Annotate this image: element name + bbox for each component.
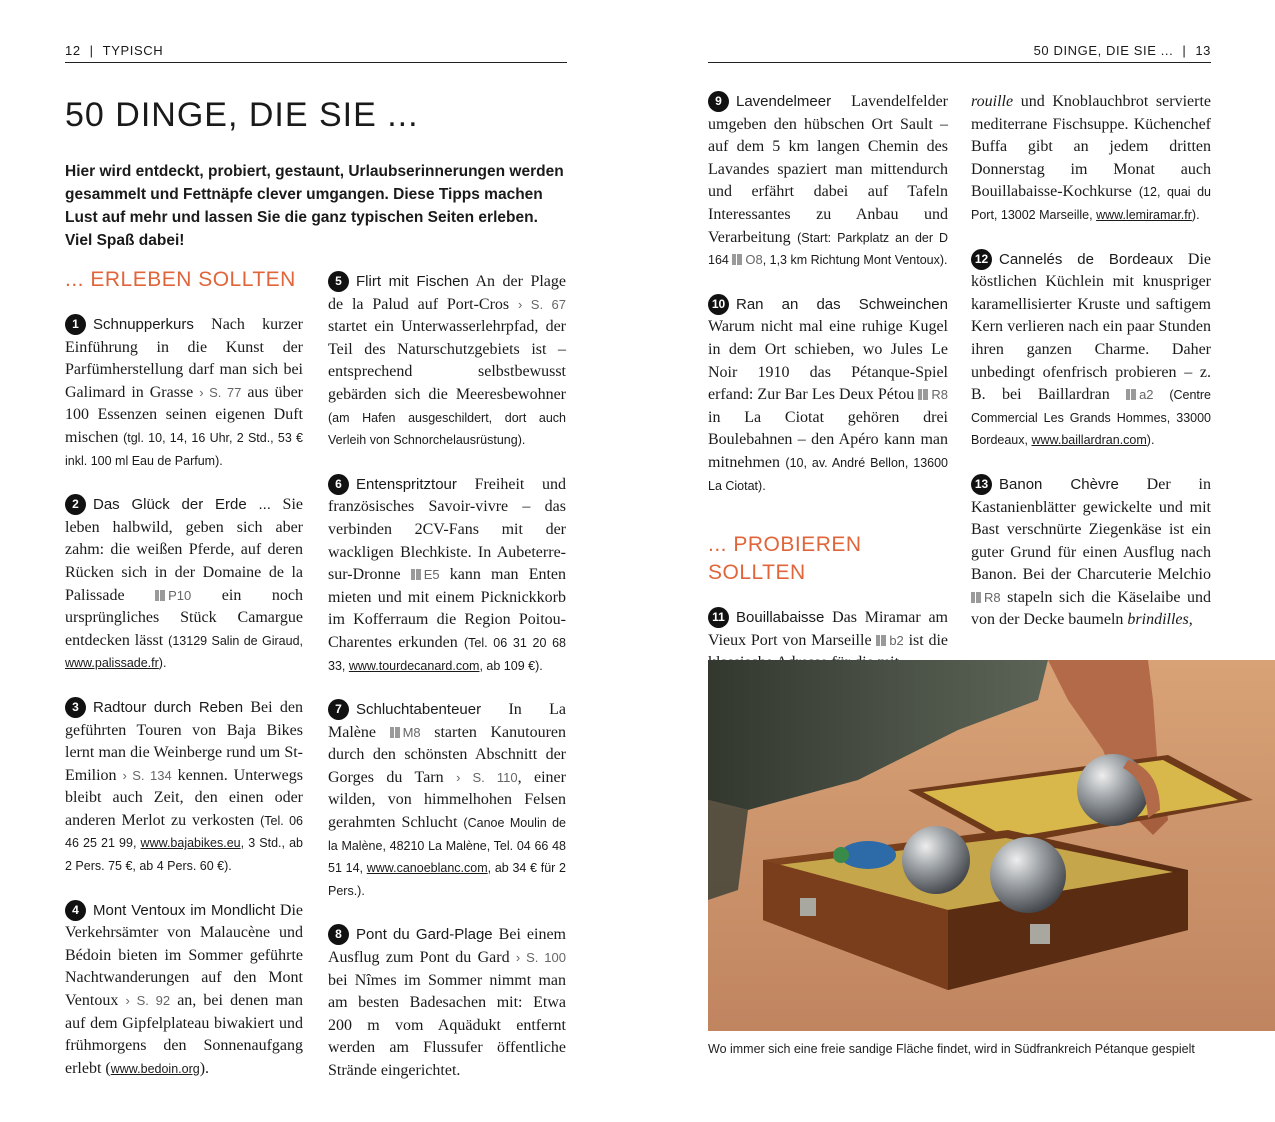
tip-entry-6	[328, 474, 566, 677]
tip-info: (10, av. André Bellon, 13600 La Ciotat).	[708, 455, 948, 493]
number-badge: 7	[328, 699, 349, 720]
map-icon	[1126, 389, 1136, 400]
tip-text: an, bei denen man auf dem Gipfelplateau biwakiert und frühmorgens den Sonnenaufgang erlebt (	[65, 992, 303, 1077]
tip-entry-5	[328, 271, 566, 452]
tip-text: starten Kanutouren durch den schönsten Abschnitt der Gorges du Tarn	[328, 723, 566, 786]
map-icon	[411, 569, 421, 580]
tip-entry-11-continued	[971, 91, 1211, 227]
chevron-right-icon: ›	[199, 384, 204, 400]
map-icon	[918, 389, 928, 400]
column-4	[971, 91, 1211, 654]
tip-text: kennen. Unterwegs bleibt auch Zeit, den einen oder anderen Merlot zu verkosten	[65, 766, 303, 829]
tip-text: kann man Enten mieten und mit einem Picknickkorb im Kofferraum die Region Poitou-Charentes erkunden	[328, 566, 567, 651]
chevron-right-icon: ›	[456, 769, 461, 785]
right-header-title: 50 DINGE, DIE SIE ...	[1033, 42, 1174, 58]
map-reference[interactable]	[1126, 387, 1153, 402]
website-link[interactable]: www.canoeblanc.com	[366, 861, 488, 876]
page-reference-label: S. 100	[526, 950, 566, 966]
map-reference-label: E5	[423, 567, 440, 583]
right-page-header	[708, 38, 1211, 63]
number-badge: 9	[708, 91, 729, 112]
tip-text: Freiheit und französisches Savoir-vivre – das verbinden 2CV-Fans mit der wackligen Blechkiste. In Aubeterre-sur-Dronne	[328, 475, 566, 584]
tip-title: Schluchtabenteuer	[356, 701, 482, 719]
tip-text-italic: rouille	[971, 93, 1014, 110]
number-badge: 11	[708, 607, 729, 628]
tip-text: ).	[199, 1059, 210, 1077]
left-page-header	[65, 38, 567, 63]
photo-caption: Wo immer sich eine freie sandige Fläche findet, wird in Südfrankreich Pétanque gespielt	[708, 1042, 1195, 1056]
tip-text-italic: brindilles	[1127, 611, 1189, 629]
tip-text: startet ein Unterwasserlehrpfad, der Teil des Naturschutzgebiets ist – entsprechend selbstbewusst gebärden sich die Meeresbewohner	[328, 318, 566, 403]
tip-text: Bei einem Ausflug zum Pont du Gard	[328, 926, 566, 967]
page-title: 50 DINGE, DIE SIE ...	[65, 96, 419, 134]
header-separator: |	[89, 42, 94, 58]
tip-text: Bei den geführten Touren von Baja Bikes lernt man die Weinberge rund um St-Emilion	[65, 698, 303, 784]
tip-title: Banon Chèvre	[999, 475, 1119, 493]
number-badge: 2	[65, 494, 86, 515]
tip-entry-7	[328, 699, 566, 902]
tip-entry-3	[65, 697, 303, 878]
number-badge: 13	[971, 474, 992, 495]
tip-title: Mont Ventoux im Mondlicht	[93, 901, 276, 919]
tip-text: Sie leben halbwild, geben sich aber zahm: die weißen Pferde, auf deren Rücken sich in der Domaine de la Palissade	[65, 496, 303, 604]
page-reference[interactable]	[122, 768, 171, 783]
website-link[interactable]: www.baillardran.com	[1031, 433, 1147, 448]
page-reference[interactable]	[199, 385, 241, 400]
tip-text: , einer wilden, von himmelhohen Felsen gerahmten Schlucht	[328, 768, 566, 832]
tip-info: (Tel. 06 31 20 68 33,	[328, 635, 566, 673]
map-reference-label: O8	[745, 252, 763, 268]
map-icon	[732, 254, 742, 265]
section-heading-probieren: ... PROBIEREN SOLLTEN	[708, 533, 862, 585]
tip-title: Flirt mit Fischen	[356, 273, 469, 290]
tip-text: in La Ciotat gehören drei Boulebahnen – den Apéro kann man mitnehmen	[708, 408, 948, 471]
tip-title: Cannelés de Bordeaux	[999, 250, 1174, 268]
map-reference[interactable]	[732, 252, 762, 267]
map-reference-label: b2	[889, 632, 904, 648]
tip-info: (Canoe Moulin de la Malène, 48210 La Malène, Tel. 04 66 48 51 14,	[328, 816, 566, 876]
tip-info: ).	[1146, 433, 1155, 448]
chevron-right-icon: ›	[515, 950, 521, 966]
column-2	[328, 271, 566, 1105]
petanque-illustration	[708, 660, 1275, 1031]
tip-info: (tgl. 10, 14, 16 Uhr, 2 Std., 53 € inkl. 100 ml Eau de Parfum).	[65, 430, 303, 468]
tip-entry-4	[65, 900, 303, 1081]
map-reference[interactable]	[390, 725, 421, 740]
tip-info: (Tel. 06 46 25 21 99,	[65, 813, 304, 851]
tip-entry-2	[65, 494, 303, 675]
page-reference-label: S. 92	[136, 993, 171, 1009]
column-3	[708, 91, 948, 697]
map-reference[interactable]	[918, 387, 948, 402]
tip-title: Pont du Gard-Plage	[356, 926, 493, 944]
website-link[interactable]: www.bedoin.org	[110, 1061, 200, 1076]
tip-title: Das Glück der Erde ...	[93, 496, 271, 514]
map-reference[interactable]	[411, 567, 440, 582]
number-badge: 5	[328, 271, 349, 292]
tip-info: ).	[158, 656, 167, 671]
page-reference-label: S. 67	[530, 296, 566, 312]
tip-entry-13	[971, 474, 1211, 632]
map-icon	[390, 727, 400, 738]
map-reference[interactable]	[155, 588, 191, 603]
tip-text: Die Verkehrsämter von Malaucène und Bédoin bieten im Sommer geführte Nachtwanderungen auf den Mont Ventoux	[65, 901, 303, 1010]
tip-text: aus über 100 Essenzen seinen eigenen Duft mischen	[65, 383, 304, 446]
map-reference-label: P10	[168, 587, 192, 603]
page-reference[interactable]	[456, 770, 517, 785]
page-reference[interactable]	[125, 993, 170, 1008]
map-reference[interactable]	[971, 590, 1001, 605]
page-reference-label: S. 77	[209, 384, 242, 400]
tip-info: , ab 34 € für 2 Pers.).	[328, 861, 566, 898]
map-icon	[155, 590, 165, 601]
tip-text: Der in Kastanienblätter gewickelte und mit Bast verschnürte Ziegenkäse ist ein guter Grund für einen Ausflug nach Banon. Bei der Charcuterie Melchio	[971, 475, 1211, 584]
website-link[interactable]: www.bajabikes.eu	[140, 836, 241, 851]
chevron-right-icon: ›	[517, 296, 523, 312]
tip-text: Das Miramar am Vieux Port von Marseille	[708, 609, 948, 649]
tip-info: (am Hafen ausgeschildert, dort auch Verleih von Schnorchelausrüstung).	[328, 410, 566, 448]
right-page-number: 13	[1195, 42, 1211, 58]
tip-title: Bouillabaisse	[736, 609, 825, 627]
tip-text: Die köstlichen Küchlein mit knuspriger karamellisierter Kruste und saftigem Kern verlieren nach ein paar Stunden ihren ganzen Charme. Daher unbedingt ofenfrisch probieren – z. B. bei Baillardran	[971, 250, 1212, 404]
intro-paragraph: Hier wird entdeckt, probiert, gestaunt, Urlaubserinnerungen werden gesammelt und Fettnäpfe clever umgangen. Diese Tipps machen Lust auf mehr und lassen Sie die ganz typischen Seiten erleben. Viel Spaß dabei!	[65, 163, 564, 249]
chevron-right-icon: ›	[122, 767, 127, 783]
tip-text: ein noch ursprüngliches Stück Camargue entdecken lässt	[65, 586, 304, 649]
tip-info: (Centre Commercial Les Grands Hommes, 33000 Bordeaux,	[971, 388, 1211, 448]
column-1	[65, 266, 303, 1102]
tip-title: Lavendelmeer	[736, 93, 832, 110]
header-separator: |	[1182, 42, 1187, 58]
left-page-number: 12	[65, 42, 81, 58]
tip-text: Nach kurzer Einführung in die Kunst der Parfümherstellung darf man sich bei Galimard in Grasse	[65, 316, 303, 401]
number-badge: 10	[708, 294, 729, 315]
number-badge: 3	[65, 697, 86, 718]
left-section-name: TYPISCH	[102, 42, 164, 58]
map-icon	[971, 592, 981, 603]
section-heading-erleben: ... ERLEBEN SOLLTEN	[65, 268, 296, 291]
petanque-photo	[708, 660, 1275, 1031]
number-badge: 4	[65, 900, 86, 921]
tip-info: , ab 109 €).	[479, 658, 543, 673]
tip-text: und Knoblauchbrot servierte mediterrane Fischsuppe. Küchenchef Buffa gibt an jedem dritten Donnerstag im Monat auch Bouillabaisse-Kochkurse	[971, 93, 1211, 201]
tip-info: , 3 Std., ab 2 Pers. 75 €, ab 4 Pers. 60 €).	[65, 836, 303, 874]
map-reference-label: M8	[402, 724, 421, 740]
number-badge: 1	[65, 314, 86, 335]
chevron-right-icon: ›	[125, 993, 130, 1009]
tip-title: Ran an das Schweinchen	[736, 295, 948, 313]
tip-text: Lavendelfelder umgeben den hübschen Ort Sault – auf dem 5 km langen Chemin des Lavandes spaziert man mittendurch und erfährt dabei auf Tafeln Interessantes zu Anbau und Verarbeitung	[708, 93, 948, 246]
page-reference[interactable]	[518, 297, 566, 312]
tip-text: ,	[1188, 611, 1193, 629]
page-reference-label: S. 134	[132, 767, 172, 783]
tip-info: (12, quai du Port, 13002 Marseille,	[971, 185, 1211, 222]
website-link[interactable]: www.palissade.fr	[65, 656, 159, 671]
tip-entry-1	[65, 314, 303, 472]
number-badge: 6	[328, 474, 349, 495]
page-reference-label: S. 110	[472, 769, 518, 785]
map-reference-label: R8	[984, 589, 1001, 605]
number-badge: 8	[328, 924, 349, 945]
map-icon	[876, 635, 886, 646]
tip-title: Schnupperkurs	[93, 316, 194, 333]
website-link[interactable]: www.tourdecanard.com	[348, 658, 480, 673]
tip-entry-12	[971, 249, 1211, 452]
tip-text: Warum nicht mal eine ruhige Kugel in dem Ort schieben, wo Jules Le Noir 1910 das Pétanque-Spiel erfand: Zur Bar Les Deux Pétou	[708, 318, 948, 404]
map-reference-label: a2	[1139, 387, 1154, 403]
tip-info: (Start: Parkplatz an der D 164	[708, 230, 948, 268]
number-badge: 12	[971, 249, 992, 270]
tip-title: Entenspritztour	[356, 475, 457, 493]
map-reference-label: R8	[931, 387, 948, 403]
map-reference[interactable]	[876, 633, 903, 648]
tip-text: stapeln sich die Käselaibe und von der Decke baumeln	[971, 588, 1211, 629]
tip-text: In La Malène	[328, 701, 566, 741]
tip-text: bei Nîmes im Sommer nimmt man am besten Badesachen mit: Etwa 200 m vom Aquädukt entfernt werden am Flussufer öffentliche Strände eingerichtet.	[328, 971, 566, 1079]
tip-title: Radtour durch Reben	[93, 698, 244, 716]
page-reference[interactable]	[516, 950, 566, 965]
tip-info: (13129 Salin de Giraud,	[168, 633, 304, 648]
tip-info: , 1,3 km Richtung Mont Ventoux).	[762, 253, 948, 268]
website-link[interactable]: www.lemiramar.fr	[1096, 207, 1192, 222]
tip-info: ).	[1191, 207, 1200, 222]
tip-entry-8	[328, 924, 566, 1082]
tip-entry-9	[708, 91, 948, 272]
tip-text: An der Plage de la Palud auf Port-Cros	[328, 273, 566, 313]
tip-entry-10	[708, 294, 948, 497]
tip-text: ist die	[908, 631, 949, 649]
